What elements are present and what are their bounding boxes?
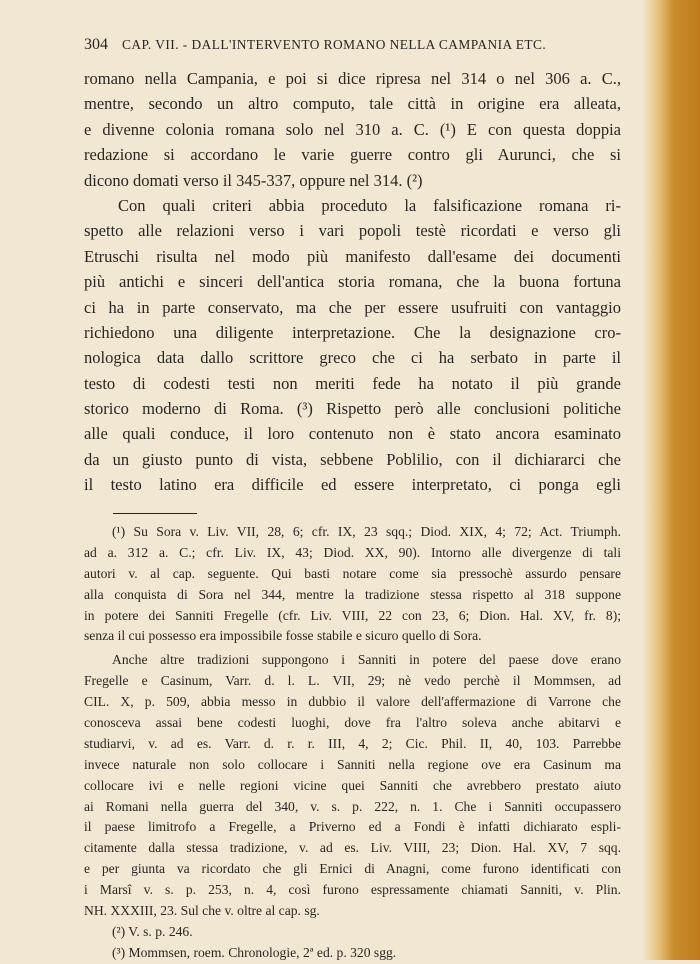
footnote-separator — [113, 513, 197, 514]
footnote-line: conosceva assai bene codesti luoghi, dove fra l'altro soleva anche abitarvi e — [84, 715, 621, 731]
footnote-line: senza il cui possesso era impossibile fosse stabile e sicuro quello di Sora. — [84, 628, 482, 644]
body-line: e divenne colonia romana solo nel 310 a. C. (¹) E con questa doppia — [84, 119, 621, 139]
footnote-line: Fregelle e Casinum, Varr. d. l. L. VII, 29; nè vedo perchè il Mommsen, ad — [84, 673, 621, 689]
body-line: dicono domati verso il 345-337, oppure nel 314. (²) — [84, 170, 423, 190]
body-line: spetto alle relazioni verso i vari popoli testè ricordati e verso gli — [84, 221, 621, 241]
footnote-line: studiarvi, v. ad es. Varr. d. r. r. III, 4, 2; Cic. Phil. II, 40, 103. Parrebbe — [84, 735, 621, 751]
body-line: redazione si accordano le varie guerre contro gli Aurunci, che si — [84, 145, 621, 165]
body-line: il testo latino era difficile ed essere interpretato, ci ponga egli — [84, 475, 621, 495]
footnotes — [84, 522, 621, 964]
footnote-line: e per giunta va ricordato che gli Ernici di Anagni, come furono identificati con — [84, 861, 621, 877]
footnote-line: ad a. 312 a. C.; cfr. Liv. IX, 43; Diod. XX, 90). Intorno alle divergenze di tali — [84, 544, 621, 560]
body-line: Con quali criteri abbia proceduto la falsificazione romana ri- — [118, 195, 621, 215]
page-number: 304 — [84, 36, 108, 53]
body-line: richiedono una diligente interpretazione. Che la designazione cro- — [84, 322, 621, 342]
body-line: alle quali conduce, il loro contenuto non è stato ancora esaminato — [84, 424, 621, 444]
footnote-line: NH. XXXIII, 23. Sul che v. oltre al cap. sg. — [84, 903, 320, 919]
footnote-line: (³) Mommsen, roem. Chronologie, 2ª ed. p. 320 sgg. — [112, 944, 397, 960]
footnote-line: alla conquista di Sora nel 344, mentre la tradizione stessa rispetto al 318 suppone — [84, 586, 621, 602]
footnote-line: Anche altre tradizioni suppongono i Sanniti in potere del paese dove erano — [112, 652, 621, 668]
body-line: nologica data dallo scrittore greco che ci ha serbato in parte il — [84, 348, 621, 368]
footnote-line: in potere dei Sanniti Fregelle (cfr. Liv. VIII, 22 con 23, 6; Dion. Hal. XV, fr. 8); — [84, 607, 621, 623]
body-line: storico moderno di Roma. (³) Rispetto però alle conclusioni politiche — [84, 399, 621, 419]
footnote-line: collocare ivi e nelle regioni vicine quei Sanniti che avrebbero prestato aiuto — [84, 777, 621, 793]
footnote-line: i Marsî v. s. p. 253, n. 4, così furono espressamente chiamati Sanniti, v. Plin. — [84, 882, 621, 898]
body-line: testo di codesti testi non meriti fede ha notato il più grande — [84, 373, 621, 393]
running-title: CAP. VII. - DALL'INTERVENTO ROMANO NELLA CAMPANIA ETC. — [122, 37, 547, 52]
running-header — [84, 36, 624, 54]
body-line: Etruschi risulta nel modo più manifesto dall'esame dei documenti — [84, 246, 621, 266]
body-line: ci ha in parte conservato, ma che per essere usufruiti con vantaggio — [84, 297, 621, 317]
body-line: più antichi e sinceri dell'antica storia romana, che la buona fortuna — [84, 272, 621, 292]
footnote-line: (²) V. s. p. 246. — [112, 923, 193, 939]
body-line: mentre, secondo un altro computo, tale città in origine era alleata, — [84, 94, 621, 114]
body-line: romano nella Campania, e poi si dice ripresa nel 314 o nel 306 a. C., — [84, 69, 621, 88]
footnote-line: ai Romani nella guerra del 340, v. s. p. 222, n. 1. Che i Sanniti occupassero — [84, 798, 621, 814]
footnote-line: il paese limitrofo a Fregelle, a Priverno ed a Fondi è infatti dichiarato espli- — [84, 819, 621, 835]
body-line: da un giusto punto di vista, sebbene Poblilio, con il dichiararci che — [84, 449, 621, 469]
footnote-line: (¹) Su Sora v. Liv. VII, 28, 6; cfr. IX, 23 sqq.; Diod. XIX, 4; 72; Act. Triumph. — [112, 524, 621, 539]
footnote-line: autori v. al cap. seguente. Qui basti notare come sia pressochè assurdo pensare — [84, 565, 621, 581]
footnote-line: citamente dalla stessa tradizione, v. ad es. Liv. VIII, 23; Dion. Hal. XV, 7 sqq. — [84, 840, 621, 856]
main-text — [84, 66, 621, 498]
footnote-line: invece naturale non solo collocare i Sanniti nella regione ove era Casinum ma — [84, 756, 621, 772]
footnote-line: CIL. X, p. 509, abbia messo in dubbio il valore dell'affermazione di Varrone che — [84, 694, 621, 710]
